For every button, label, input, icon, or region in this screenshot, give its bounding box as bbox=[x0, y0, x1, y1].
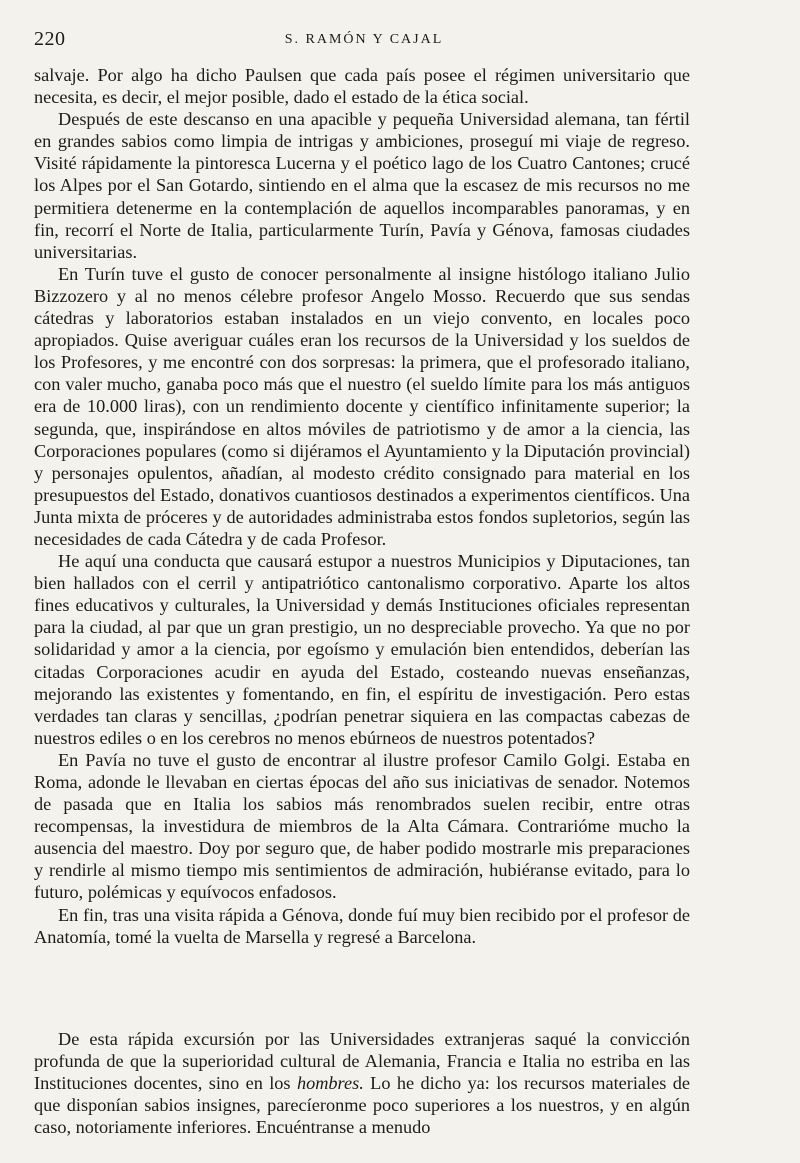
paragraph: En Pavía no tuve el gusto de encontrar al ilustre profesor Camilo Golgi. Estaba en Roma, adonde le llevaban en ciertas épocas del año sus iniciativas de senador. Notemos de pasada que en Italia los sabios más renombrados suelen recibir, entre otras recompensas, la investidura de miembros de la Alta Cámara. Contrarióme mucho la ausencia del maestro. Doy por seguro que, de haber podido mostrarle mis preparaciones y rendirle al mismo tiempo mis sentimientos de admiración, hubiéranse evitado, para lo futuro, polémicas y equívocos enfadosos. bbox=[34, 749, 690, 903]
closing-text-end: Lo he dicho ya: los recursos materiales de que disponían sabios insignes, parecíeronme poco superiores a los nuestros, y en algún caso, notoriamente inferiores. Encuéntranse a menudo bbox=[34, 1073, 690, 1138]
running-head: S. RAMÓN Y CAJAL bbox=[284, 32, 444, 47]
paragraph: salvaje. Por algo ha dicho Paulsen que cada país posee el régimen universitario que necesita, es decir, el mejor posible, dado el estado de la ética social. bbox=[34, 65, 690, 108]
main-text-block bbox=[34, 64, 690, 948]
page-header bbox=[34, 28, 694, 52]
closing-paragraph bbox=[34, 1028, 690, 1138]
paragraph: En fin, tras una visita rápida a Génova, donde fuí muy bien recibido por el profesor de Anatomía, tomé la vuelta de Marsella y regresé a Barcelona. bbox=[34, 904, 690, 947]
closing-text-block bbox=[34, 1028, 690, 1138]
closing-text-start: De esta rápida excursión por las Universidades extranjeras saqué la convicción profunda de que la superioridad cultural de Alemania, Francia e Italia no estriba en las Instituciones docentes, sino en los bbox=[34, 1029, 690, 1094]
paragraph: En Turín tuve el gusto de conocer personalmente al insigne histólogo italiano Julio Bizzozero y al no menos célebre profesor Angelo Mosso. Recuerdo que sus sendas cátedras y laboratorios estaban instalados en un viejo convento, en locales poco apropiados. Quise averiguar cuáles eran los recursos de la Universidad y los sueldos de los Profesores, y me encontré con dos sorpresas: la primera, que el profesorado italiano, con valer mucho, ganaba poco más que el nuestro (el sueldo límite para los más antiguos era de 10.000 liras), con un rendimiento docente y científico infinitamente superior; la segunda, que, inspirándose en altos móviles de patriotismo y de amor a la ciencia, las Corporaciones populares (como si dijéramos el Ayuntamiento y la Diputación provincial) y personajes opulentos, añadían, al modesto crédito consignado para material en los presupuestos del Estado, donativos cuantiosos destinados a experimentos científicos. Una Junta mixta de próceres y de autoridades administraba estos fondos supletorios, según las necesidades de cada Cátedra y de cada Profesor. bbox=[34, 263, 690, 549]
paragraph: Después de este descanso en una apacible y pequeña Universidad alemana, tan fértil en grandes sabios como limpia de intrigas y ambiciones, proseguí mi viaje de regreso. Visité rápidamente la pintoresca Lucerna y el poético lago de los Cuatro Cantones; crucé los Alpes por el San Gotardo, sintiendo en el alma que la escasez de mis recursos no me permitiera detenerme en la contemplación de aquellos incomparables panoramas, y en fin, recorrí el Norte de Italia, particularmente Turín, Pavía y Génova, famosas ciudades universitarias. bbox=[34, 109, 690, 262]
page-number: 220 bbox=[34, 28, 66, 50]
paragraph: He aquí una conducta que causará estupor a nuestros Municipios y Diputaciones, tan bien hallados con el cerril y antipatriótico cantonalismo corporativo. Aparte los altos fines educativos y culturales, la Universidad y demás Instituciones oficiales representan para la ciudad, al par que un gran prestigio, un no despreciable provecho. Ya que no por solidaridad y amor a la ciencia, por egoísmo y emulación bien entendidos, deberían las citadas Corporaciones acudir en ayuda del Estado, costeando nuevas enseñanzas, mejorando las existentes y fomentando, en fin, el espíritu de investigación. Pero estas verdades tan claras y sencillas, ¿podrían penetrar siquiera en las compactas cabezas de nuestros ediles o en los cerebros no menos ebúrneos de nuestros potentados? bbox=[34, 551, 690, 748]
emphasized-word: hombres. bbox=[296, 1073, 364, 1094]
